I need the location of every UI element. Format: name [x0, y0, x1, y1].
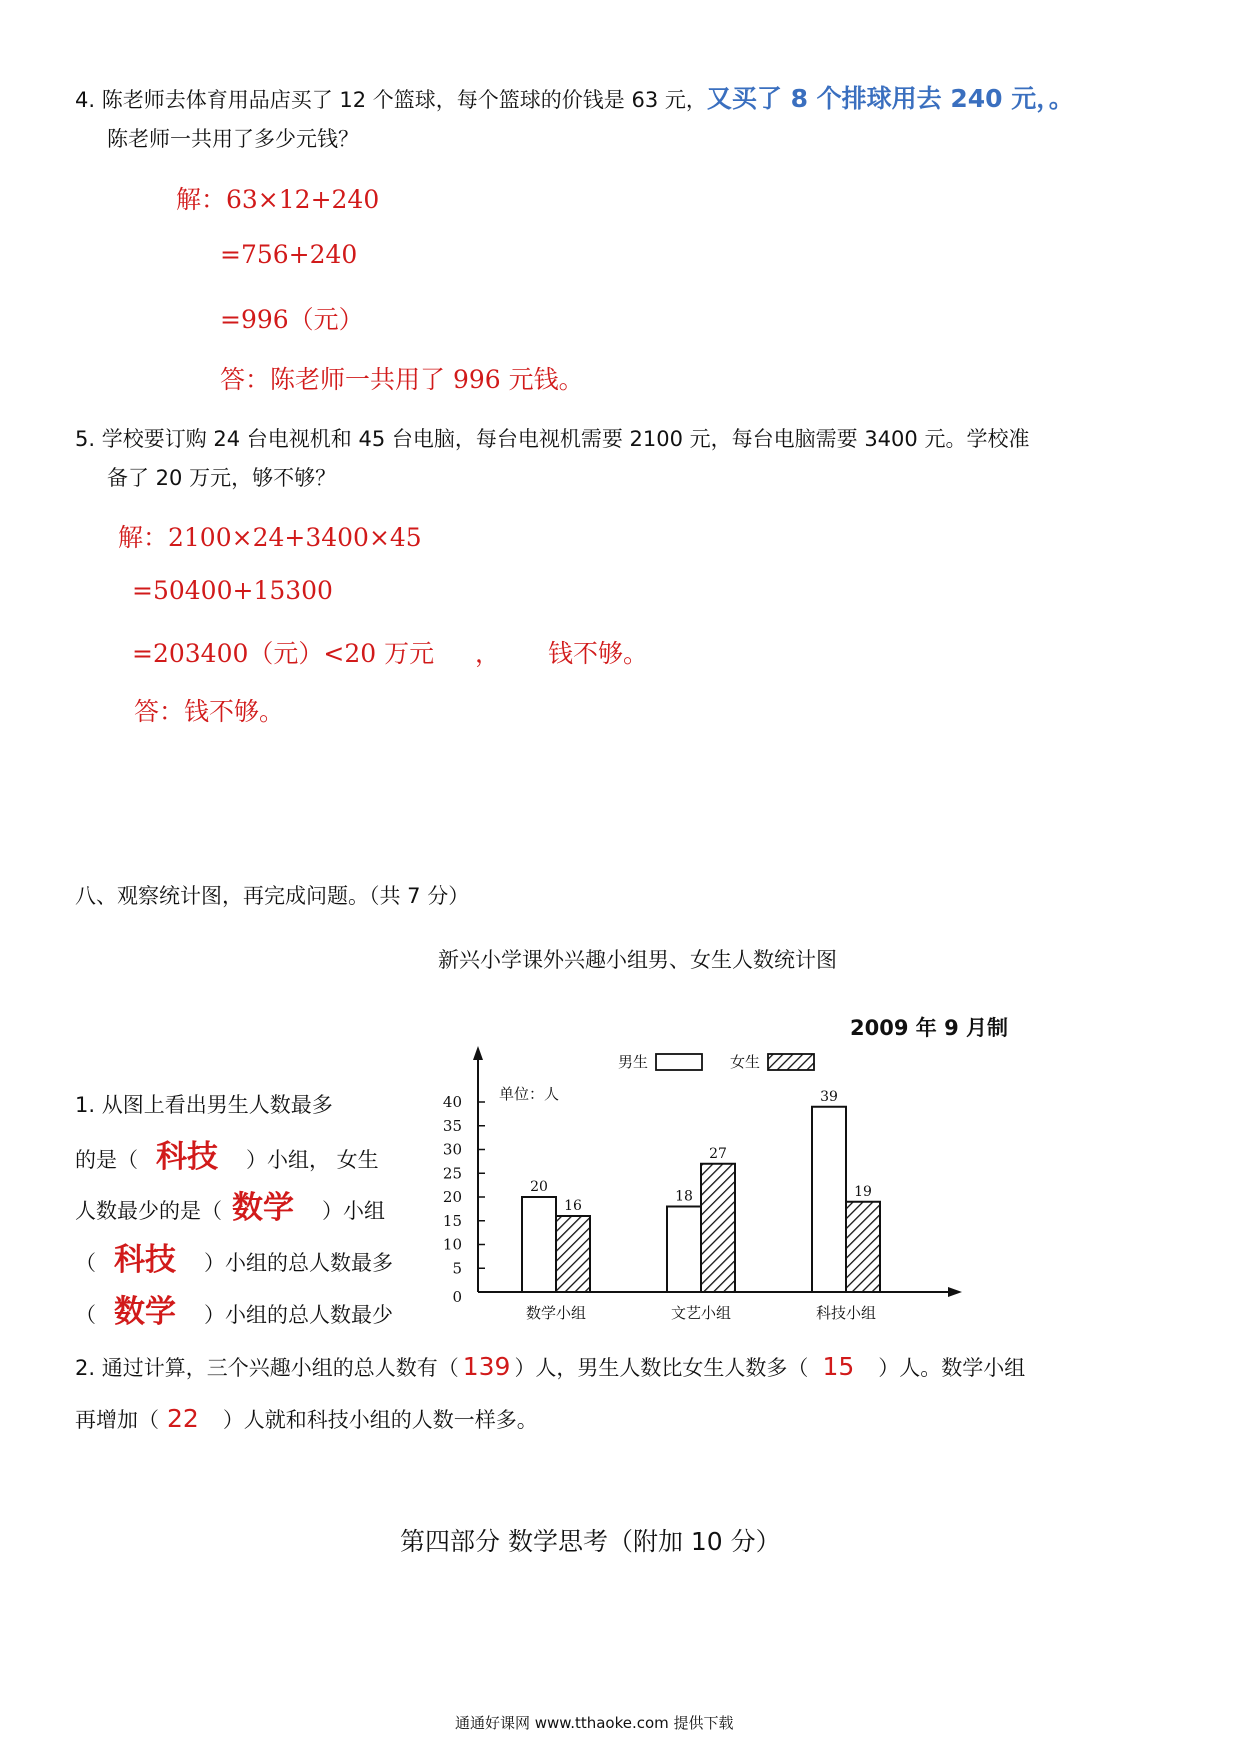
p1-line4-b: ）小组的总人数最多: [204, 1251, 393, 1275]
category-label: 科技小组: [815, 1304, 877, 1322]
chart-unit-label: 单位：人: [499, 1085, 560, 1103]
q4-solution-1: 解：63×12+240: [176, 185, 380, 214]
q5-solution-3b: ，: [475, 639, 501, 668]
p2-d: 再增加（: [75, 1408, 159, 1432]
q4-blue-text: 又买了 8 个排球用去 240 元，。: [706, 84, 1074, 113]
p1-line4: [75, 1242, 393, 1278]
bar-value-label: 20: [530, 1179, 548, 1195]
chart-date: 2009 年 9 月制: [850, 1016, 1008, 1040]
legend-girls-label: 女生: [730, 1053, 761, 1071]
p2-a: 2. 通过计算，三个兴趣小组的总人数有（: [75, 1356, 459, 1380]
chart-bars: [522, 1089, 880, 1292]
part4-heading: 第四部分 数学思考（附加 10 分）: [400, 1527, 781, 1556]
bar-男生-数学小组: [522, 1197, 556, 1292]
y-tick-label: 5: [452, 1259, 462, 1278]
p2-line1: [75, 1352, 1025, 1383]
q5-solution-1: 解：2100×24+3400×45: [118, 523, 422, 552]
y-tick-label: 15: [442, 1211, 462, 1230]
bar-男生-科技小组: [812, 1107, 846, 1292]
q5-solution-2: =50400+15300: [132, 576, 333, 605]
p1-line5: [75, 1294, 393, 1330]
bar-chart: [430, 1040, 970, 1330]
bar-value-label: 27: [709, 1145, 727, 1162]
p2-line2: [75, 1404, 538, 1435]
q4-solution-2: =756+240: [220, 240, 358, 269]
q5-line2: 备了 20 万元，够不够？: [107, 466, 337, 490]
q4-line1: [75, 84, 1074, 115]
p1-line3-b: ）小组: [322, 1199, 385, 1223]
q5-line1: 5. 学校要订购 24 台电视机和 45 台电脑，每台电视机需要 2100 元，每台电脑需要 3400 元。学校准: [75, 427, 1030, 451]
y-tick-label: 30: [442, 1140, 462, 1159]
chart-title: 新兴小学课外兴趣小组男、女生人数统计图: [438, 948, 837, 972]
bar-value-label: 39: [820, 1088, 838, 1105]
y-tick-label: 10: [442, 1235, 462, 1254]
q4-prefix: 4. 陈老师去体育用品店买了 12 个篮球，每个篮球的价钱是 63 元，: [75, 88, 707, 112]
p1-line3-a: 人数最少的是（: [75, 1199, 222, 1223]
p1-answer-most-boys: 科技: [156, 1139, 218, 1175]
y-tick-label: 0: [452, 1288, 462, 1306]
y-tick-label: 35: [442, 1116, 462, 1135]
chart-categories: [526, 1304, 876, 1322]
y-axis-arrow: [473, 1046, 483, 1060]
footer-credit: 通通好课网 www.tthaoke.com 提供下载: [455, 1714, 734, 1732]
category-label: 数学小组: [525, 1304, 587, 1322]
bar-女生-科技小组: [846, 1202, 880, 1292]
bar-value-label: 16: [564, 1198, 582, 1214]
p2-answer-add: 22: [167, 1404, 199, 1433]
section8-heading: 八、观察统计图，再完成问题。（共 7 分）: [75, 884, 470, 908]
y-tick-label: 25: [442, 1164, 462, 1183]
q5-answer: 答：钱不够。: [134, 697, 285, 726]
p1-line2: [75, 1139, 379, 1175]
category-label: 文艺小组: [670, 1304, 732, 1322]
p1-line2-b: ）小组， 女生: [246, 1148, 379, 1172]
p1-answer-least-total: 数学: [114, 1294, 176, 1330]
legend-boys-swatch: [656, 1054, 702, 1070]
q4-line2: 陈老师一共用了多少元钱？: [107, 127, 359, 151]
p1-line4-a: （: [75, 1251, 96, 1275]
p2-e: ）人就和科技小组的人数一样多。: [222, 1408, 538, 1432]
p2-b: ）人，男生人数比女生人数多（: [514, 1356, 809, 1380]
chart-legend: [618, 1053, 814, 1071]
p2-answer-diff: 15: [822, 1352, 855, 1381]
p1-line3: [75, 1190, 385, 1226]
p1-line5-b: ）小组的总人数最少: [204, 1303, 393, 1327]
legend-girls-swatch: [768, 1054, 814, 1070]
q4-answer: 答：陈老师一共用了 996 元钱。: [220, 365, 584, 394]
bar-女生-文艺小组: [701, 1164, 735, 1292]
p1-answer-most-total: 科技: [114, 1242, 176, 1278]
p2-c: ）人。数学小组: [878, 1356, 1026, 1380]
p1-line5-a: （: [75, 1303, 96, 1327]
y-tick-label: 20: [442, 1188, 462, 1206]
q5-solution-3a: =203400（元）<20 万元: [132, 639, 435, 668]
bar-男生-文艺小组: [667, 1207, 701, 1293]
bar-value-label: 19: [854, 1183, 872, 1200]
p1-line1: 1. 从图上看出男生人数最多: [75, 1093, 333, 1117]
y-tick-label: 40: [442, 1093, 462, 1111]
q5-solution-3c: 钱不够。: [548, 639, 649, 668]
p1-line2-a: 的是（: [75, 1148, 138, 1172]
legend-boys-label: 男生: [618, 1053, 649, 1071]
bar-女生-数学小组: [556, 1216, 590, 1292]
p2-answer-total: 139: [462, 1352, 511, 1381]
q4-solution-3: =996（元）: [220, 305, 364, 334]
x-axis-arrow: [948, 1287, 962, 1297]
p1-answer-least-girls: 数学: [232, 1190, 294, 1226]
bar-value-label: 18: [675, 1188, 693, 1205]
